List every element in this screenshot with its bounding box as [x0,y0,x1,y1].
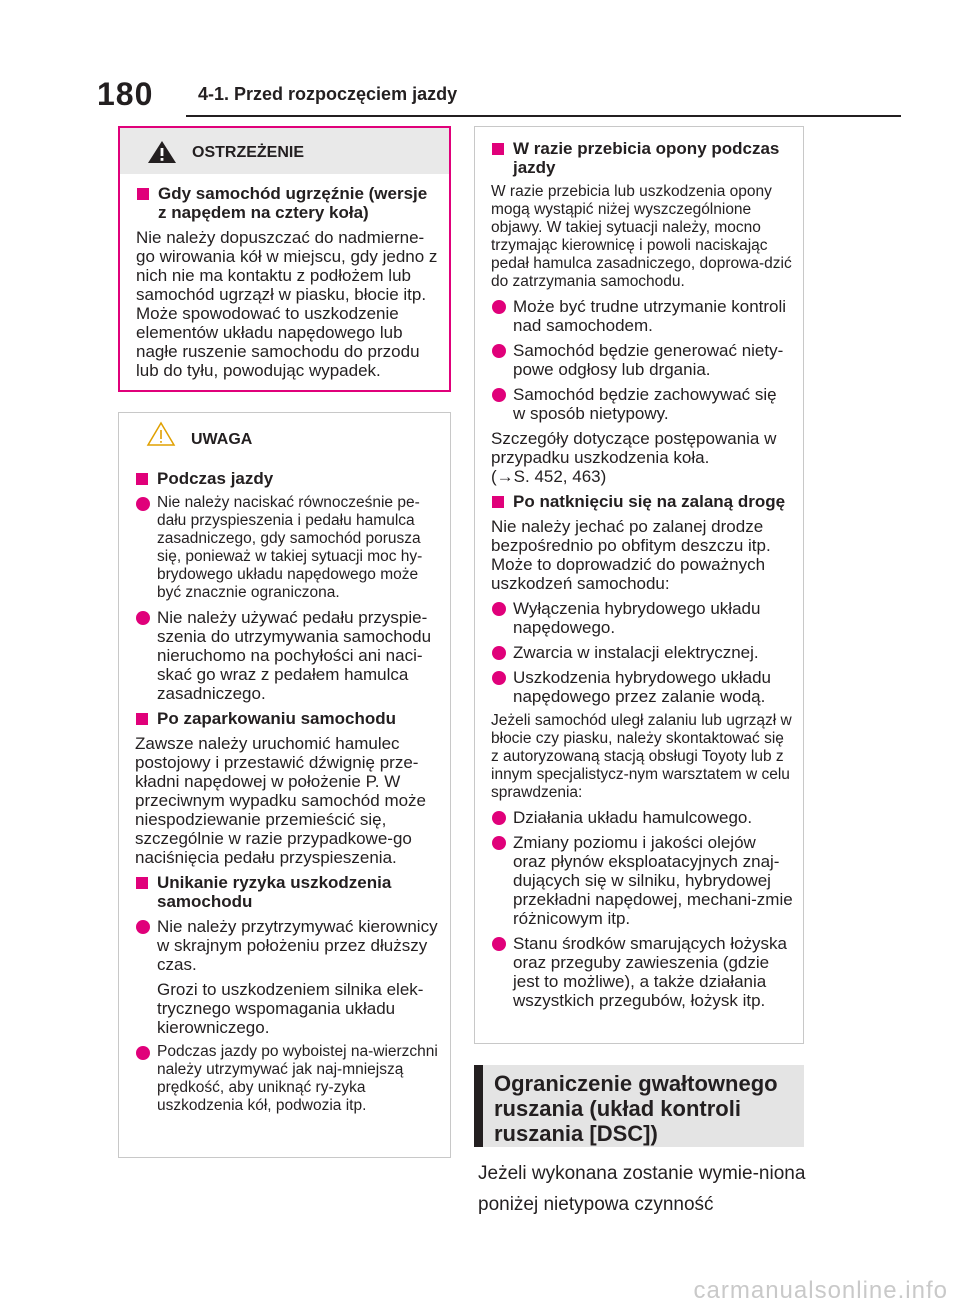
list-item: Działania układu hamulcowego. [491,808,793,827]
notice-header [119,413,450,459]
warning-header [120,128,449,174]
flooded-road-text: Nie należy jechać po zalanej drodze bezpośrednio po obfitym deszczu itp. Może to doprowadzić do poważnych uszkodzeń samochodu: [491,517,771,593]
list-item: Samochód będzie zachowywać się w sposób nietypowy. [491,385,793,423]
section-heading-box [474,1065,804,1147]
notice-heading-damage: Unikanie ryzyka uszkodzenia samochodu [135,873,440,911]
list-item: Nie należy używać pedału przyspie-szenia do utrzymywania samochodu nieruchomo na pochyłości ani naci-skać go wraz z pedałem hamulca zasadniczego. [135,608,440,703]
circle-bullet-icon [136,611,150,625]
notice-heading-driving: Podczas jazdy [135,469,440,488]
page-number: 180 [97,76,154,112]
header-divider [186,115,901,117]
list-item: Zwarcia w instalacji elektrycznej. [491,643,793,662]
list-item: Może być trudne utrzymanie kontroli nad samochodem. [491,297,793,335]
tire-details-text: Szczegóły dotyczące postępowania w przypadku uszkodzenia koła. [491,429,777,467]
notice-box [118,412,451,1158]
warning-text: Nie należy dopuszczać do nadmierne-go wirowania kół w miejscu, gdy jedno z nich nie ma kontaktu z podłożem lub samochód ugrzązł w piasku, błocie itp. Może spowodować to uszkodzenie elementów układu napędowego lub nagłe ruszenie samochodu do przodu lub do tyłu, powodując wypadek. [136,228,438,380]
body-text: Jeżeli wykonana zostanie wymie-niona poniżej nietypowa czynność [478,1163,806,1215]
flat-tire-text: W razie przebicia lub uszkodzenia opony mogą wystąpić niżej wyszczególnione objawy. W takiej sytuacji należy, mocno trzymając kierownicę i powoli naciskając pedał hamulca zasadniczego, doprowa-dzić do zatrzymania samochodu. [491,183,792,290]
warning-box [118,126,451,392]
list-item: Nie należy przytrzymywać kierownicy w skrajnym położeniu przez dłuższy czas. [135,917,440,974]
page-reference: (→S. 452, 463) [491,467,607,486]
circle-bullet-icon [492,836,506,850]
circle-bullet-icon [492,811,506,825]
list-item: Zmiany poziomu i jakości olejów oraz płynów eksploatacyjnych znaj-dujących się w silniku, hybrydowej przekładni napędowej, mechani-zmie różnicowym itp. [491,833,793,928]
flat-tire-box [474,126,804,1044]
circle-bullet-icon [492,602,506,616]
square-bullet-icon [492,496,504,508]
circle-bullet-icon [492,671,506,685]
warning-triangle-icon [147,140,177,164]
page-header [0,0,960,120]
list-item: Podczas jazdy po wyboistej na-wierzchni należy utrzymywać jak naj-mniejszą prędkość, aby uniknąć ry-zyka uszkodzenia kół, podwozia itp. [135,1043,440,1115]
square-bullet-icon [137,188,149,200]
square-bullet-icon [136,877,148,889]
notice-label: UWAGA [191,431,253,448]
section-heading-bar [474,1065,483,1147]
circle-bullet-icon [492,344,506,358]
watermark: carmanualsonline.info [693,1277,948,1304]
notice-triangle-icon [146,421,176,447]
circle-bullet-icon [492,937,506,951]
list-item: Wyłączenia hybrydowego układu napędowego. [491,599,793,637]
list-item: Nie należy naciskać równocześnie pe-dału przyspieszenia i pedału hamulca zasadniczego, gdy samochód porusza się, ponieważ w takiej sytuacji moc hy-brydowego układu napędowego może być znacznie ograniczona. [135,494,440,602]
square-bullet-icon [492,143,504,155]
square-bullet-icon [136,473,148,485]
list-item-continuation: Grozi to uszkodzeniem silnika elek-trycznego wspomagania układu kierowniczego. [157,980,424,1037]
circle-bullet-icon [492,300,506,314]
list-item: Samochód będzie generować niety-powe odgłosy lub drgania. [491,341,793,379]
notice-parking-text: Zawsze należy uruchomić hamulec postojowy i przestawić dźwignię prze-kładni napędowej w położenie P. W przeciwnym wypadku samochód może niespodziewanie przemieścić się, szczególnie w razie przypadkowe-go naciśnięcia pedału przyspieszenia. [135,734,427,867]
square-bullet-icon [136,713,148,725]
section-title: 4-1. Przed rozpoczęciem jazdy [198,84,458,104]
flooded-check-text: Jeżeli samochód uległ zalaniu lub ugrzązł w błocie czy piasku, należy skontaktować się z autoryzowaną stacją obsługi Toyoty lub z innym specjalistycz-nym warsztatem w celu sprawdzenia: [491,712,792,801]
list-item: Uszkodzenia hybrydowego układu napędowego przez zalanie wodą. [491,668,793,706]
circle-bullet-icon [492,388,506,402]
section-heading: Ograniczenie gwałtownego ruszania (układ kontroli ruszania [DSC]) [494,1071,778,1146]
list-item: Stanu środków smarujących łożyska oraz przeguby zawieszenia (gdzie jest to możliwe), a także działania wszystkich przegubów, łożysk itp. [491,934,793,1010]
notice-heading-parking: Po zaparkowaniu samochodu [135,709,440,728]
flat-tire-heading: W razie przebicia opony podczas jazdy [491,139,793,177]
flooded-road-heading: Po natknięciu się na zalaną drogę [491,492,793,511]
circle-bullet-icon [492,646,506,660]
warning-label: OSTRZEŻENIE [192,144,305,161]
warning-heading: Gdy samochód ugrzęźnie (wersje z napędem na cztery koła) [136,184,439,222]
circle-bullet-icon [136,497,150,511]
circle-bullet-icon [136,920,150,934]
circle-bullet-icon [136,1046,150,1060]
